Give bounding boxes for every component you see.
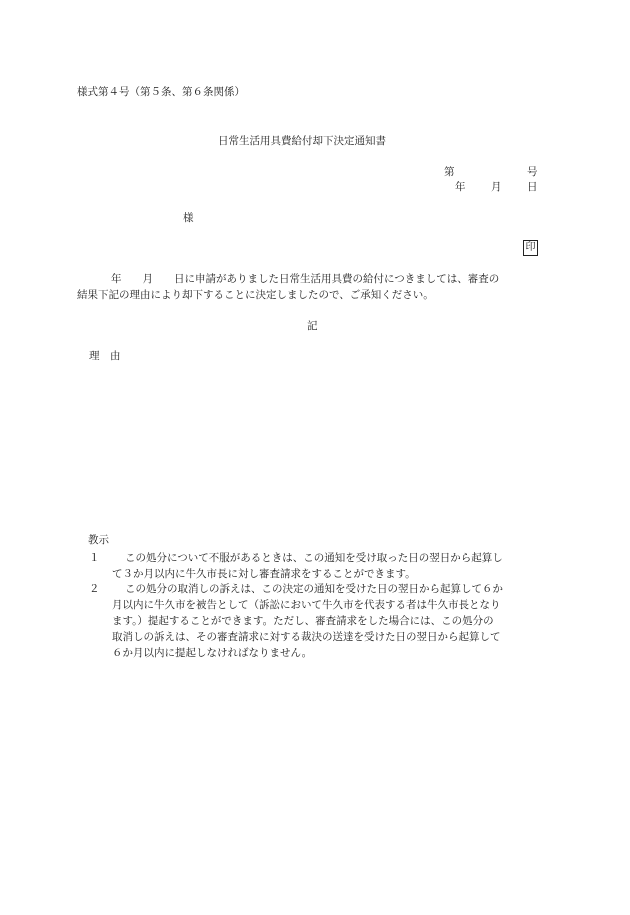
- instruction-item-1-line-2: て３か月以内に牛久市長に対し審査請求をすることができます。: [112, 568, 416, 580]
- instruction-heading: 教示: [88, 534, 109, 546]
- date-day-label: 日: [527, 181, 538, 193]
- instruction-item-2-line-1: この処分の取消しの訴えは、この決定の通知を受けた日の翌日から起算して６か: [125, 583, 503, 595]
- body-text-line-1-content: 年 月 日に申請がありました日常生活用具費の給付につきましては、審査の: [111, 273, 500, 285]
- instruction-item-2-line-3: ます。）提起することができます。ただし、審査請求をした場合には、この処分の: [112, 615, 494, 627]
- instruction-item-2-line-4: 取消しの訴えは、その審査請求に対する裁決の送達を受けた日の翌日から起算して: [112, 631, 501, 643]
- document-number-prefix: 第: [444, 166, 455, 178]
- reason-label: 理 由: [89, 350, 121, 362]
- date-month-label: 月: [491, 181, 502, 193]
- instruction-item-1-number: １: [89, 552, 100, 564]
- body-text-line-2: 結果下記の理由により却下することに決定しましたので、ご承知ください。: [77, 289, 434, 301]
- ki-heading: 記: [307, 320, 318, 332]
- instruction-item-2-line-2: 月以内に牛久市を被告として（訴訟において牛久市を代表する者は牛久市長となり: [112, 599, 501, 611]
- form-label: 様式第４号（第５条、第６条関係）: [77, 86, 245, 98]
- instruction-item-2-line-5: ６か月以内に提起しなければなりません。: [112, 647, 313, 659]
- body-text-line-1: [87, 271, 499, 286]
- document-title: 日常生活用具費給付却下決定通知書: [218, 135, 386, 147]
- addressee-honorific: 様: [183, 212, 194, 224]
- instruction-item-2-number: ２: [89, 583, 100, 595]
- seal-mark: 印: [523, 240, 538, 256]
- date-year-label: 年: [455, 181, 466, 193]
- instruction-item-1-line-1: この処分について不服があるときは、この通知を受け取った日の翌日から起算し: [125, 552, 503, 564]
- document-number-suffix: 号: [527, 166, 538, 178]
